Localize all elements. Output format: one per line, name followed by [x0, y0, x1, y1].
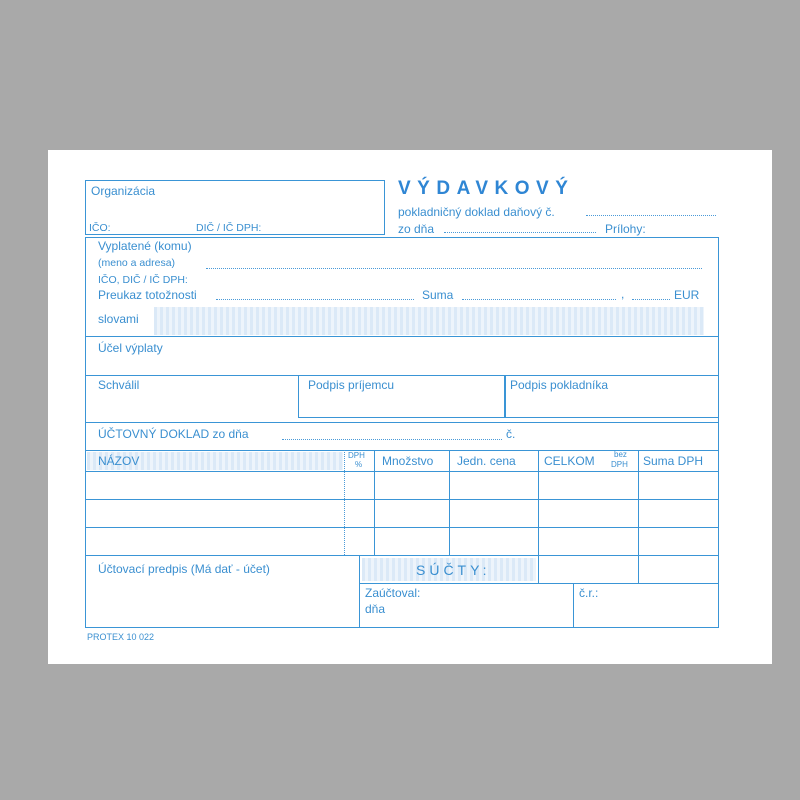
table-header-total: CELKOM: [544, 454, 595, 468]
table-header-name: NÁZOV: [98, 454, 140, 468]
table-col-vat-dotted: [344, 450, 345, 555]
recipient-signature-label: Podpis príjemcu: [308, 378, 395, 392]
document-title: VÝDAVKOVÝ: [398, 178, 575, 199]
posting-label: Účtovací predpis (Má dať - účet): [98, 562, 270, 576]
voucher-number-field[interactable]: [586, 215, 716, 216]
organization-label: Organizácia: [91, 184, 156, 198]
posted-date-label: dňa: [365, 602, 386, 616]
id-card-label: Preukaz totožnosti: [98, 288, 197, 302]
purpose-label: Účel výplaty: [98, 341, 163, 355]
accounting-date-field[interactable]: [282, 439, 502, 440]
name-address-field[interactable]: [206, 268, 702, 269]
posted-by-label: Zaúčtoval:: [365, 586, 421, 600]
attachments-label: Prílohy:: [605, 222, 646, 236]
table-col-total: [538, 450, 539, 583]
totals-label: SÚČTY:: [416, 562, 491, 578]
approved-label: Schválil: [98, 378, 140, 392]
posting-divider: [359, 555, 360, 628]
sum-field[interactable]: [462, 299, 616, 300]
sum-cents-field[interactable]: [632, 299, 670, 300]
table-col-quantity: [374, 450, 375, 555]
ico-label: IČO:: [89, 222, 111, 234]
in-words-label: slovami: [98, 312, 139, 326]
posting-number-divider: [573, 583, 574, 628]
totals-bottom: [359, 583, 719, 584]
voucher-sheet: [48, 150, 772, 664]
table-header-total-note-1: bez: [614, 450, 627, 459]
in-words-field[interactable]: [154, 307, 704, 335]
table-header-vat-sum: Suma DPH: [643, 454, 704, 468]
voucher-date-label: zo dňa: [398, 222, 435, 236]
accounting-number-label: č.: [506, 427, 516, 441]
voucher-date-field[interactable]: [444, 232, 596, 233]
table-row-line-2: [85, 527, 719, 528]
payee-ids-label: IČO, DIČ / IČ DPH:: [98, 274, 188, 286]
table-col-vat-sum: [638, 450, 639, 583]
sum-label: Suma: [422, 288, 454, 302]
divider-accounting: [85, 422, 719, 423]
id-card-field[interactable]: [216, 299, 414, 300]
posting-number-label: č.r.:: [579, 586, 599, 600]
table-col-unit-price: [449, 450, 450, 555]
table-header-total-note-2: DPH: [611, 460, 628, 469]
currency-label: EUR: [674, 288, 700, 302]
table-row-line-1: [85, 499, 719, 500]
table-header-quantity: Množstvo: [382, 454, 434, 468]
dic-label: DIČ / IČ DPH:: [196, 222, 262, 234]
cashier-signature-label: Podpis pokladníka: [510, 378, 609, 392]
sum-comma: ,: [621, 287, 625, 301]
table-header-vat: DPH: [348, 451, 365, 460]
table-header-unit-price: Jedn. cena: [457, 454, 516, 468]
table-row-line-3: [85, 555, 719, 556]
footer-code: PROTEX 10 022: [87, 632, 155, 642]
divider-purpose: [85, 336, 719, 337]
name-address-label: (meno a adresa): [98, 257, 176, 269]
accounting-label: ÚČTOVNÝ DOKLAD zo dňa: [98, 427, 249, 441]
voucher-subtitle: pokladničný doklad daňový č.: [398, 205, 555, 219]
paid-to-label: Vyplatené (komu): [98, 239, 192, 253]
table-header-vat-pct: %: [355, 460, 363, 469]
table-header-bottom: [85, 471, 719, 472]
